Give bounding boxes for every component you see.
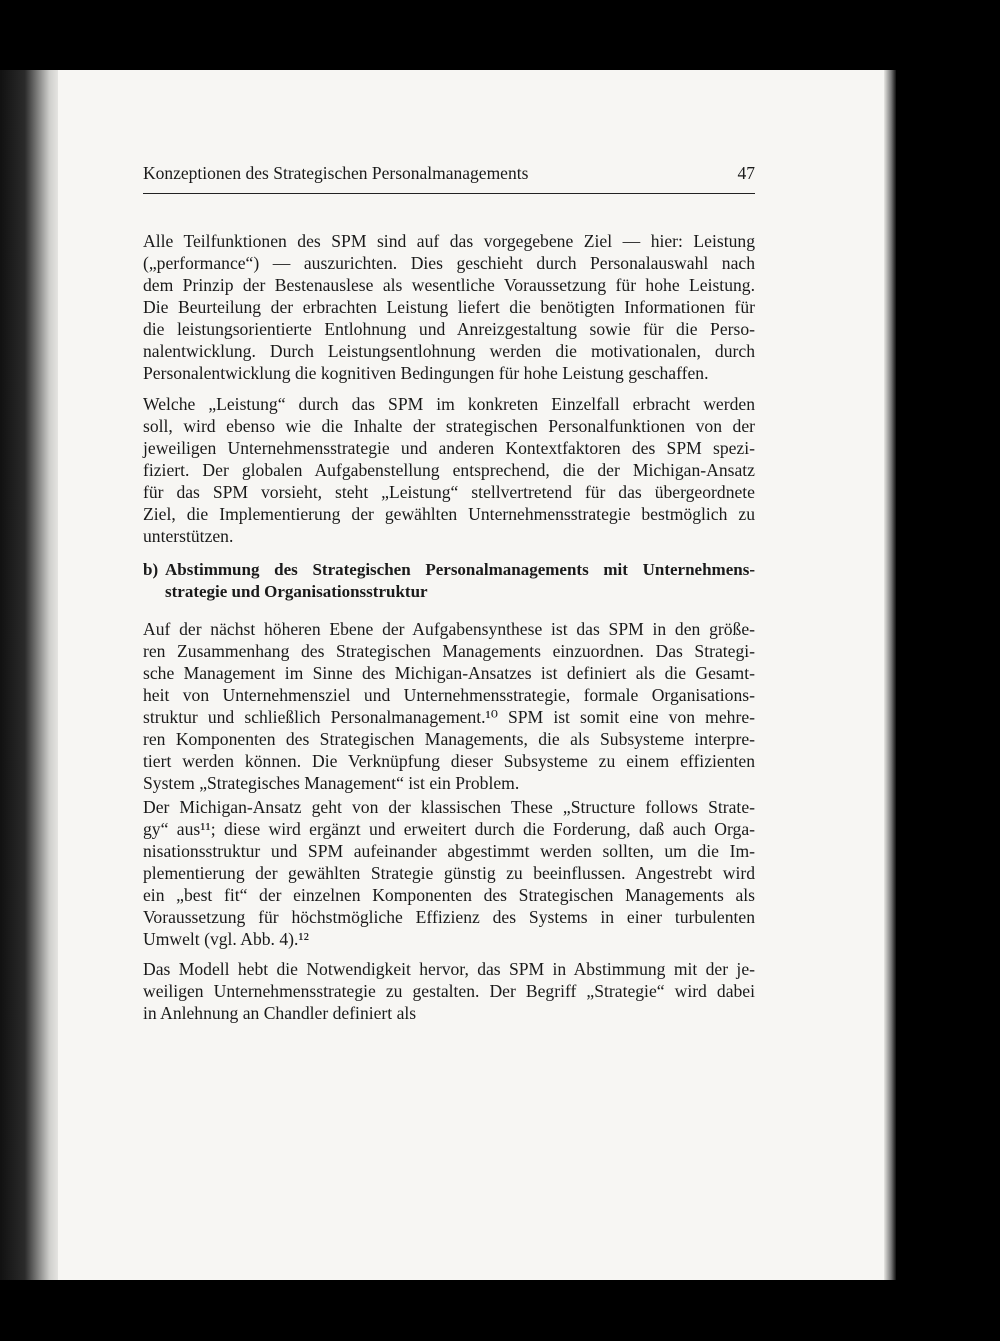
text-line: Voraussetzung für höchstmögliche Effizienz des Systems in einer turbulenten: [143, 907, 755, 927]
section-number: b): [143, 560, 159, 579]
header-rule: [143, 193, 755, 194]
text-line: heit von Unternehmensziel und Unternehmensstrategie, formale Organisations-: [143, 685, 755, 705]
text-line: Welche „Leistung“ durch das SPM im konkreten Einzelfall erbracht werden: [143, 394, 755, 414]
text-line: Alle Teilfunktionen des SPM sind auf das vorgegebene Ziel — hier: Leistung: [143, 231, 755, 251]
text-line: System „Strategisches Management“ ist ein Problem.: [143, 773, 520, 793]
section-heading-line: Abstimmung des Strategischen Personalmanagements mit Unternehmens-: [165, 560, 755, 579]
text-line: Auf der nächst höheren Ebene der Aufgabensynthese ist das SPM in den größe-: [143, 619, 755, 639]
paragraph: [143, 393, 755, 547]
running-title: Konzeptionen des Strategischen Personalmanagements: [143, 163, 529, 183]
paragraph: [143, 958, 755, 1024]
running-header: [143, 163, 755, 184]
text-line: sche Management im Sinne des Michigan-Ansatzes ist definiert als die Gesamt-: [143, 663, 755, 683]
page-edge: [884, 70, 896, 1280]
text-line: ein „best fit“ der einzelnen Komponenten des Strategischen Managements als: [143, 885, 755, 905]
text-line: ren Zusammenhang des Strategischen Managements einzuordnen. Das Strategi-: [143, 641, 755, 661]
text-line: plementierung der gewählten Strategie günstig zu beeinflussen. Angestrebt wird: [143, 863, 755, 883]
text-line: weiligen Unternehmensstrategie zu gestalten. Der Begriff „Strategie“ wird dabei: [143, 981, 755, 1001]
text-line: die leistungsorientierte Entlohnung und Anreizgestaltung sowie für die Perso-: [143, 319, 755, 339]
text-line: Das Modell hebt die Notwendigkeit hervor, das SPM in Abstimmung mit der je-: [143, 959, 755, 979]
paragraph: [143, 796, 755, 950]
text-line: („performance“) — auszurichten. Dies geschieht durch Personalauswahl nach: [143, 253, 755, 273]
text-line: Die Beurteilung der erbrachten Leistung liefert die benötigten Informationen für: [143, 297, 755, 317]
text-line: Personalentwicklung die kognitiven Bedingungen für hohe Leistung geschaffen.: [143, 363, 709, 383]
text-line: nisationsstruktur und SPM aufeinander abgestimmt werden sollten, um die Im-: [143, 841, 755, 861]
text-line: tiert werden können. Die Verknüpfung dieser Subsysteme zu einem effizienten: [143, 751, 755, 771]
text-line: unterstützen.: [143, 526, 234, 546]
text-line: nalentwicklung. Durch Leistungsentlohnung werden die motivationalen, durch: [143, 341, 755, 361]
paragraph: [143, 230, 755, 384]
text-line: Der Michigan-Ansatz geht von der klassischen These „Structure follows Strate-: [143, 797, 755, 817]
page-number: 47: [737, 163, 755, 183]
section-heading-line: strategie und Organisationsstruktur: [165, 582, 428, 601]
text-line: ren Komponenten des Strategischen Managements, die als Subsysteme interpre-: [143, 729, 755, 749]
text-line: Ziel, die Implementierung der gewählten Unternehmensstrategie bestmöglich zu: [143, 504, 755, 524]
book-spine-shadow: [0, 70, 62, 1280]
text-line: dem Prinzip der Bestenauslese als wesentliche Voraussetzung für hohe Leistung.: [143, 275, 755, 295]
section-heading: [143, 559, 755, 603]
paragraph: [143, 618, 755, 794]
text-line: jeweiligen Unternehmensstrategie und anderen Kontextfaktoren des SPM spezi-: [143, 438, 755, 458]
text-line: gy“ aus¹¹; diese wird ergänzt und erweitert durch die Forderung, daß auch Orga-: [143, 819, 755, 839]
text-line: in Anlehnung an Chandler definiert als: [143, 1003, 417, 1023]
text-line: für das SPM vorsieht, steht „Leistung“ stellvertretend für das übergeordnete: [143, 482, 755, 502]
text-line: soll, wird ebenso wie die Inhalte der strategischen Personalfunktionen von der: [143, 416, 755, 436]
text-line: Umwelt (vgl. Abb. 4).¹²: [143, 929, 309, 949]
text-line: fiziert. Der globalen Aufgabenstellung entsprechend, die der Michigan-Ansatz: [143, 460, 755, 480]
text-line: struktur und schließlich Personalmanagement.¹⁰ SPM ist somit eine von mehre-: [143, 707, 755, 727]
